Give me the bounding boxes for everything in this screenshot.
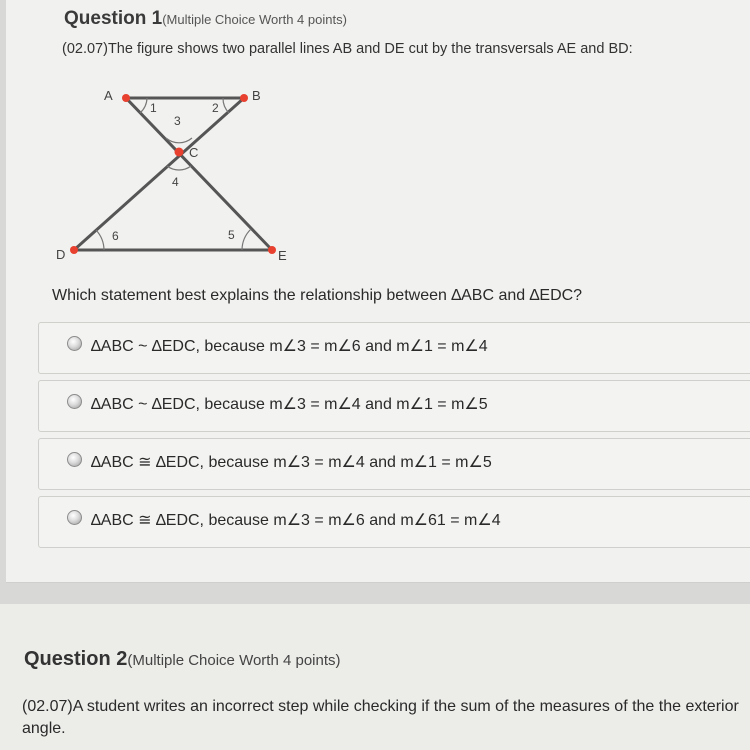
radio-button-2[interactable]: [67, 394, 82, 409]
answer-option-2-text: ∆ABC ~ ∆EDC, because m∠3 = m∠4 and m∠1 = m∠5: [91, 396, 488, 413]
angle-4-label: 4: [172, 175, 179, 189]
angle-5-arc: [242, 229, 251, 250]
point-c: [175, 148, 184, 157]
radio-button-1[interactable]: [67, 336, 82, 351]
angle-5-label: 5: [228, 228, 235, 242]
label-d: D: [56, 247, 66, 262]
answer-option-2[interactable]: [38, 380, 750, 432]
question-1-worth: (Multiple Choice Worth 4 points): [162, 12, 347, 27]
angle-1-arc: [140, 98, 147, 113]
question-1-text: (02.07)The figure shows two parallel lines AB and DE cut by the transversals AE and BD:: [62, 41, 633, 57]
point-d: [70, 246, 78, 254]
answer-option-4-text: ∆ABC ≅ ∆EDC, because m∠3 = m∠6 and m∠61 = m∠4: [91, 512, 501, 529]
transversal-bd: [74, 98, 244, 250]
answer-option-1[interactable]: [38, 322, 750, 374]
label-c: C: [189, 145, 199, 160]
question-1-prompt: Which statement best explains the relationship between ∆ABC and ∆EDC?: [52, 287, 583, 304]
answer-option-4[interactable]: [38, 496, 750, 548]
angle-4-arc: [167, 166, 191, 170]
radio-button-3[interactable]: [67, 452, 82, 467]
point-e: [268, 246, 276, 254]
point-a: [122, 94, 130, 102]
question-1-label: Question 1: [64, 8, 163, 29]
answer-option-3[interactable]: [38, 438, 750, 490]
point-b: [240, 94, 248, 102]
angle-6-arc: [96, 230, 104, 250]
angle-3-label: 3: [174, 114, 181, 128]
label-b: B: [252, 88, 261, 103]
question-2-text: (02.07)A student writes an incorrect step while checking if the sum of the measures of the the exterior angle.: [22, 698, 739, 737]
question-2-title: [24, 648, 341, 671]
geometry-figure: [46, 82, 306, 272]
answer-option-1-text: ∆ABC ~ ∆EDC, because m∠3 = m∠6 and m∠1 = m∠4: [91, 338, 488, 355]
angle-1-label: 1: [150, 101, 157, 115]
question-1-card: [6, 0, 750, 583]
answer-option-3-text: ∆ABC ≅ ∆EDC, because m∠3 = m∠4 and m∠1 = m∠5: [91, 454, 492, 471]
transversal-ae: [126, 98, 272, 250]
angle-6-label: 6: [112, 229, 119, 243]
label-e: E: [278, 248, 287, 263]
angle-2-label: 2: [212, 101, 219, 115]
question-2-worth: (Multiple Choice Worth 4 points): [127, 652, 341, 669]
radio-button-4[interactable]: [67, 510, 82, 525]
label-a: A: [104, 88, 113, 103]
question-2-label: Question 2: [24, 648, 128, 670]
question-1-title: [64, 8, 347, 30]
